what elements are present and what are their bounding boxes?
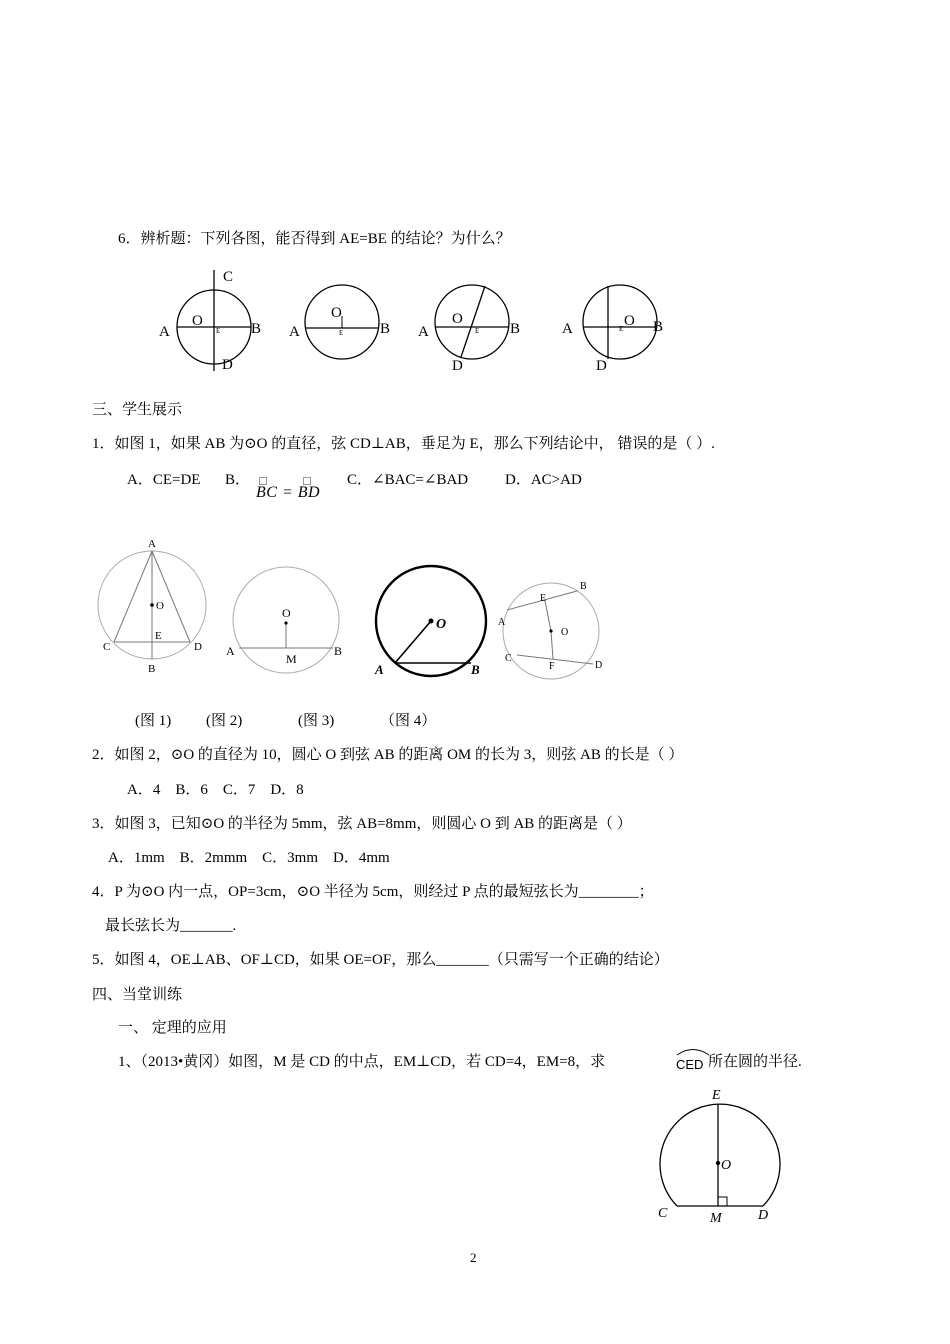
q6-f2-label-a: A bbox=[289, 324, 300, 340]
q6-f3-label-a: A bbox=[418, 324, 429, 340]
f1-label-d: D bbox=[194, 641, 202, 653]
f1-label-e: E bbox=[155, 630, 162, 642]
q6-f3-label-o: O bbox=[452, 311, 463, 327]
q6-f1-label-o: O bbox=[192, 313, 203, 329]
caption-figure-3: (图 3) bbox=[298, 713, 335, 729]
figure-2 bbox=[225, 565, 350, 675]
q6-f4-label-e: E bbox=[619, 325, 624, 333]
f1-label-b: B bbox=[148, 663, 156, 675]
f1-label-c: C bbox=[103, 641, 111, 653]
f2-label-a: A bbox=[226, 644, 235, 658]
problem-2-stem: 2．如图 2，⊙O 的直径为 10，圆心 O 到弦 AB 的距离 OM 的长为 3，则弦 AB 的长是（ ） bbox=[92, 747, 684, 763]
tf-label-e: E bbox=[712, 1088, 721, 1103]
f2-label-o: O bbox=[282, 606, 291, 620]
problem-2-options: A．4 B．6 C．7 D．8 bbox=[127, 782, 304, 798]
q6-text: 6．辨析题：下列各图，能否得到 AE=BE 的结论？为什么？ bbox=[118, 231, 511, 247]
q6-f3-label-d: D bbox=[452, 358, 463, 374]
problem-1-option-d: D．AC>AD bbox=[505, 472, 582, 488]
q6-f2-label-b: B bbox=[380, 321, 391, 337]
q6-f1-label-a: A bbox=[159, 324, 170, 340]
q6-f4-label-b: B bbox=[653, 319, 664, 335]
f4-label-f: F bbox=[549, 661, 555, 672]
training-1-figure bbox=[650, 1080, 790, 1230]
f3-label-a: A bbox=[375, 662, 384, 677]
problem-3-stem: 3．如图 3，已知⊙O 的半径为 5mm，弦 AB=8mm，则圆心 O 到 AB 的距离是（ ） bbox=[92, 816, 632, 832]
problem-3-options: A．1mm B．2mmm C．3mm D．4mm bbox=[108, 850, 390, 866]
f4-label-b: B bbox=[580, 581, 587, 592]
f1-label-o: O bbox=[156, 600, 164, 612]
page-number: 2 bbox=[470, 1250, 477, 1265]
f1-label-a: A bbox=[148, 538, 156, 550]
f3-label-o: O bbox=[436, 617, 447, 632]
section-4-subtitle: 一、 定理的应用 bbox=[118, 1020, 227, 1036]
tf-label-m: M bbox=[710, 1211, 722, 1226]
f4-label-c: C bbox=[505, 653, 512, 664]
tf-label-o: O bbox=[721, 1158, 732, 1173]
figure-1 bbox=[95, 532, 220, 677]
q6-f1-label-e: E bbox=[216, 327, 221, 335]
q6-f1-label-b: B bbox=[251, 321, 262, 337]
caption-figure-1: (图 1) bbox=[135, 713, 172, 729]
q6-figure-1 bbox=[150, 265, 270, 375]
problem-5-stem: 5．如图 4，OE⊥AB、OF⊥CD，如果 OE=OF，那么_______（只需写一个正确的结论） bbox=[92, 952, 669, 968]
q6-f1-label-c: C bbox=[223, 269, 234, 285]
figure-4 bbox=[495, 575, 610, 680]
problem-1-option-a: A．CE=DE bbox=[127, 472, 201, 488]
training-1-arc-label: CED bbox=[676, 1057, 704, 1072]
f2-label-m: M bbox=[286, 652, 297, 666]
q6-f1-label-d: D bbox=[222, 357, 233, 373]
figure-3 bbox=[370, 566, 495, 681]
arc-mark-icon bbox=[303, 477, 311, 485]
q6-f3-label-e: E bbox=[475, 327, 480, 335]
arc-mark-icon bbox=[259, 477, 267, 485]
training-1-stem-a: 1、（2013•黄冈）如图，M 是 CD 的中点，EM⊥CD，若 CD=4，EM=8，求 bbox=[118, 1054, 606, 1070]
f3-label-b: B bbox=[471, 662, 480, 677]
tf-label-c: C bbox=[658, 1206, 668, 1221]
problem-1-option-b-expr: BC = BD bbox=[256, 484, 321, 501]
f2-label-b: B bbox=[334, 644, 343, 658]
arc-over-icon bbox=[675, 1046, 711, 1056]
q6-f4-label-d: D bbox=[596, 358, 607, 374]
problem-1-stem: 1．如图 1，如果 AB 为⊙O 的直径，弦 CD⊥AB，垂足为 E，那么下列结论中， 错误的是（ ）. bbox=[92, 436, 715, 452]
problem-1-option-c: C．∠BAC=∠BAD bbox=[347, 472, 469, 488]
section-4-title: 四、当堂训练 bbox=[92, 987, 183, 1003]
q6-figure-4 bbox=[560, 275, 680, 375]
f4-label-o: O bbox=[561, 627, 569, 638]
training-1-stem-b: 所在圆的半径. bbox=[708, 1054, 802, 1070]
q6-figure-2 bbox=[285, 280, 405, 370]
q6-f2-label-e: E bbox=[339, 329, 344, 337]
f4-label-d: D bbox=[595, 660, 603, 671]
section-3-title: 三、学生展示 bbox=[92, 402, 183, 418]
f4-label-a: A bbox=[498, 617, 506, 628]
tf-label-d: D bbox=[758, 1208, 769, 1223]
problem-4-line-1: 4．P 为⊙O 内一点，OP=3cm，⊙O 半径为 5cm，则经过 P 点的最短弦长为________； bbox=[92, 884, 654, 900]
q6-f4-label-o: O bbox=[624, 313, 635, 329]
q6-f3-label-b: B bbox=[510, 321, 521, 337]
problem-1-option-b: B． bbox=[225, 472, 251, 488]
caption-figure-4: （图 4） bbox=[380, 713, 437, 729]
q6-f4-label-a: A bbox=[562, 321, 573, 337]
problem-4-line-2: 最长弦长为_______. bbox=[105, 918, 237, 934]
f4-label-e: E bbox=[540, 593, 547, 604]
q6-f2-label-o: O bbox=[331, 305, 342, 321]
caption-figure-2: (图 2) bbox=[206, 713, 243, 729]
q6-figure-3 bbox=[415, 275, 535, 375]
